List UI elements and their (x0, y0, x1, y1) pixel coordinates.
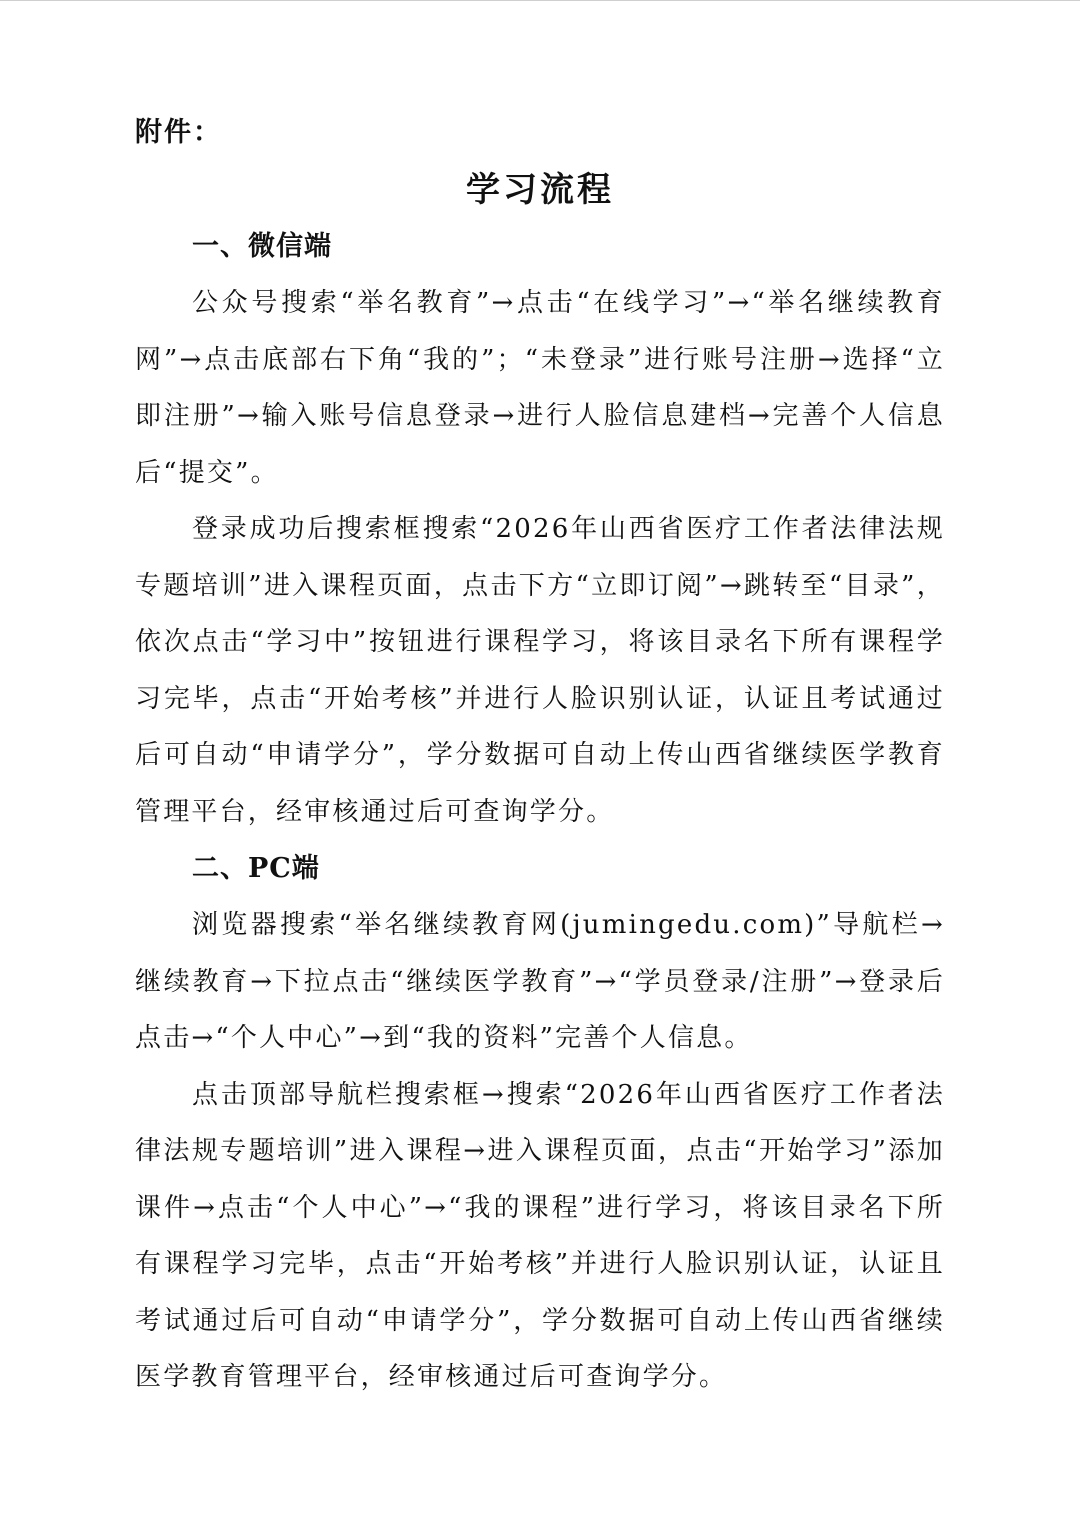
section-heading-wechat: 一、微信端 (192, 231, 332, 262)
document-title: 学习流程 (466, 170, 614, 210)
section-heading-pc: 二、PC端 (192, 853, 320, 884)
wechat-paragraph-registration: 公众号搜索“举名教育”→点击“在线学习”→“举名继续教育网”→点击底部右下角“我的”；“未登录”进行账号注册→选择“立即注册”→输入账号信息登录→进行人脸信息建档→完善个人信息后“提交”。 (135, 288, 945, 488)
section-pc (135, 841, 945, 1406)
pc-paragraph-course-study: 点击顶部导航栏搜索框→搜索“2026年山西省医疗工作者法律法规专题培训”进入课程→进入课程页面，点击“开始学习”添加课件→点击“个人中心”→“我的课程”进行学习，将该目录名下所有课程学习完毕，点击“开始考核”并进行人脸识别认证，认证且考试通过后可自动“申请学分”，学分数据可自动上传山西省继续医学教育管理平台，经审核通过后可查询学分。 (135, 1079, 945, 1392)
wechat-paragraph-course-study: 登录成功后搜索框搜索“2026年山西省医疗工作者法律法规专题培训”进入课程页面，点击下方“立即订阅”→跳转至“目录”，依次点击“学习中”按钮进行课程学习，将该目录名下所有课程学习完毕，点击“开始考核”并进行人脸识别认证，认证且考试通过后可自动“申请学分”，学分数据可自动上传山西省继续医学教育管理平台，经审核通过后可查询学分。 (135, 514, 945, 827)
section-wechat (135, 219, 945, 840)
attachment-label: 附件： (135, 117, 222, 148)
pc-paragraph-registration: 浏览器搜索“举名继续教育网(jumingedu.com)”导航栏→继续教育→下拉点击“继续医学教育”→“学员登录/注册”→登录后点击→“个人中心”→到“我的资料”完善个人信息。 (135, 910, 945, 1053)
